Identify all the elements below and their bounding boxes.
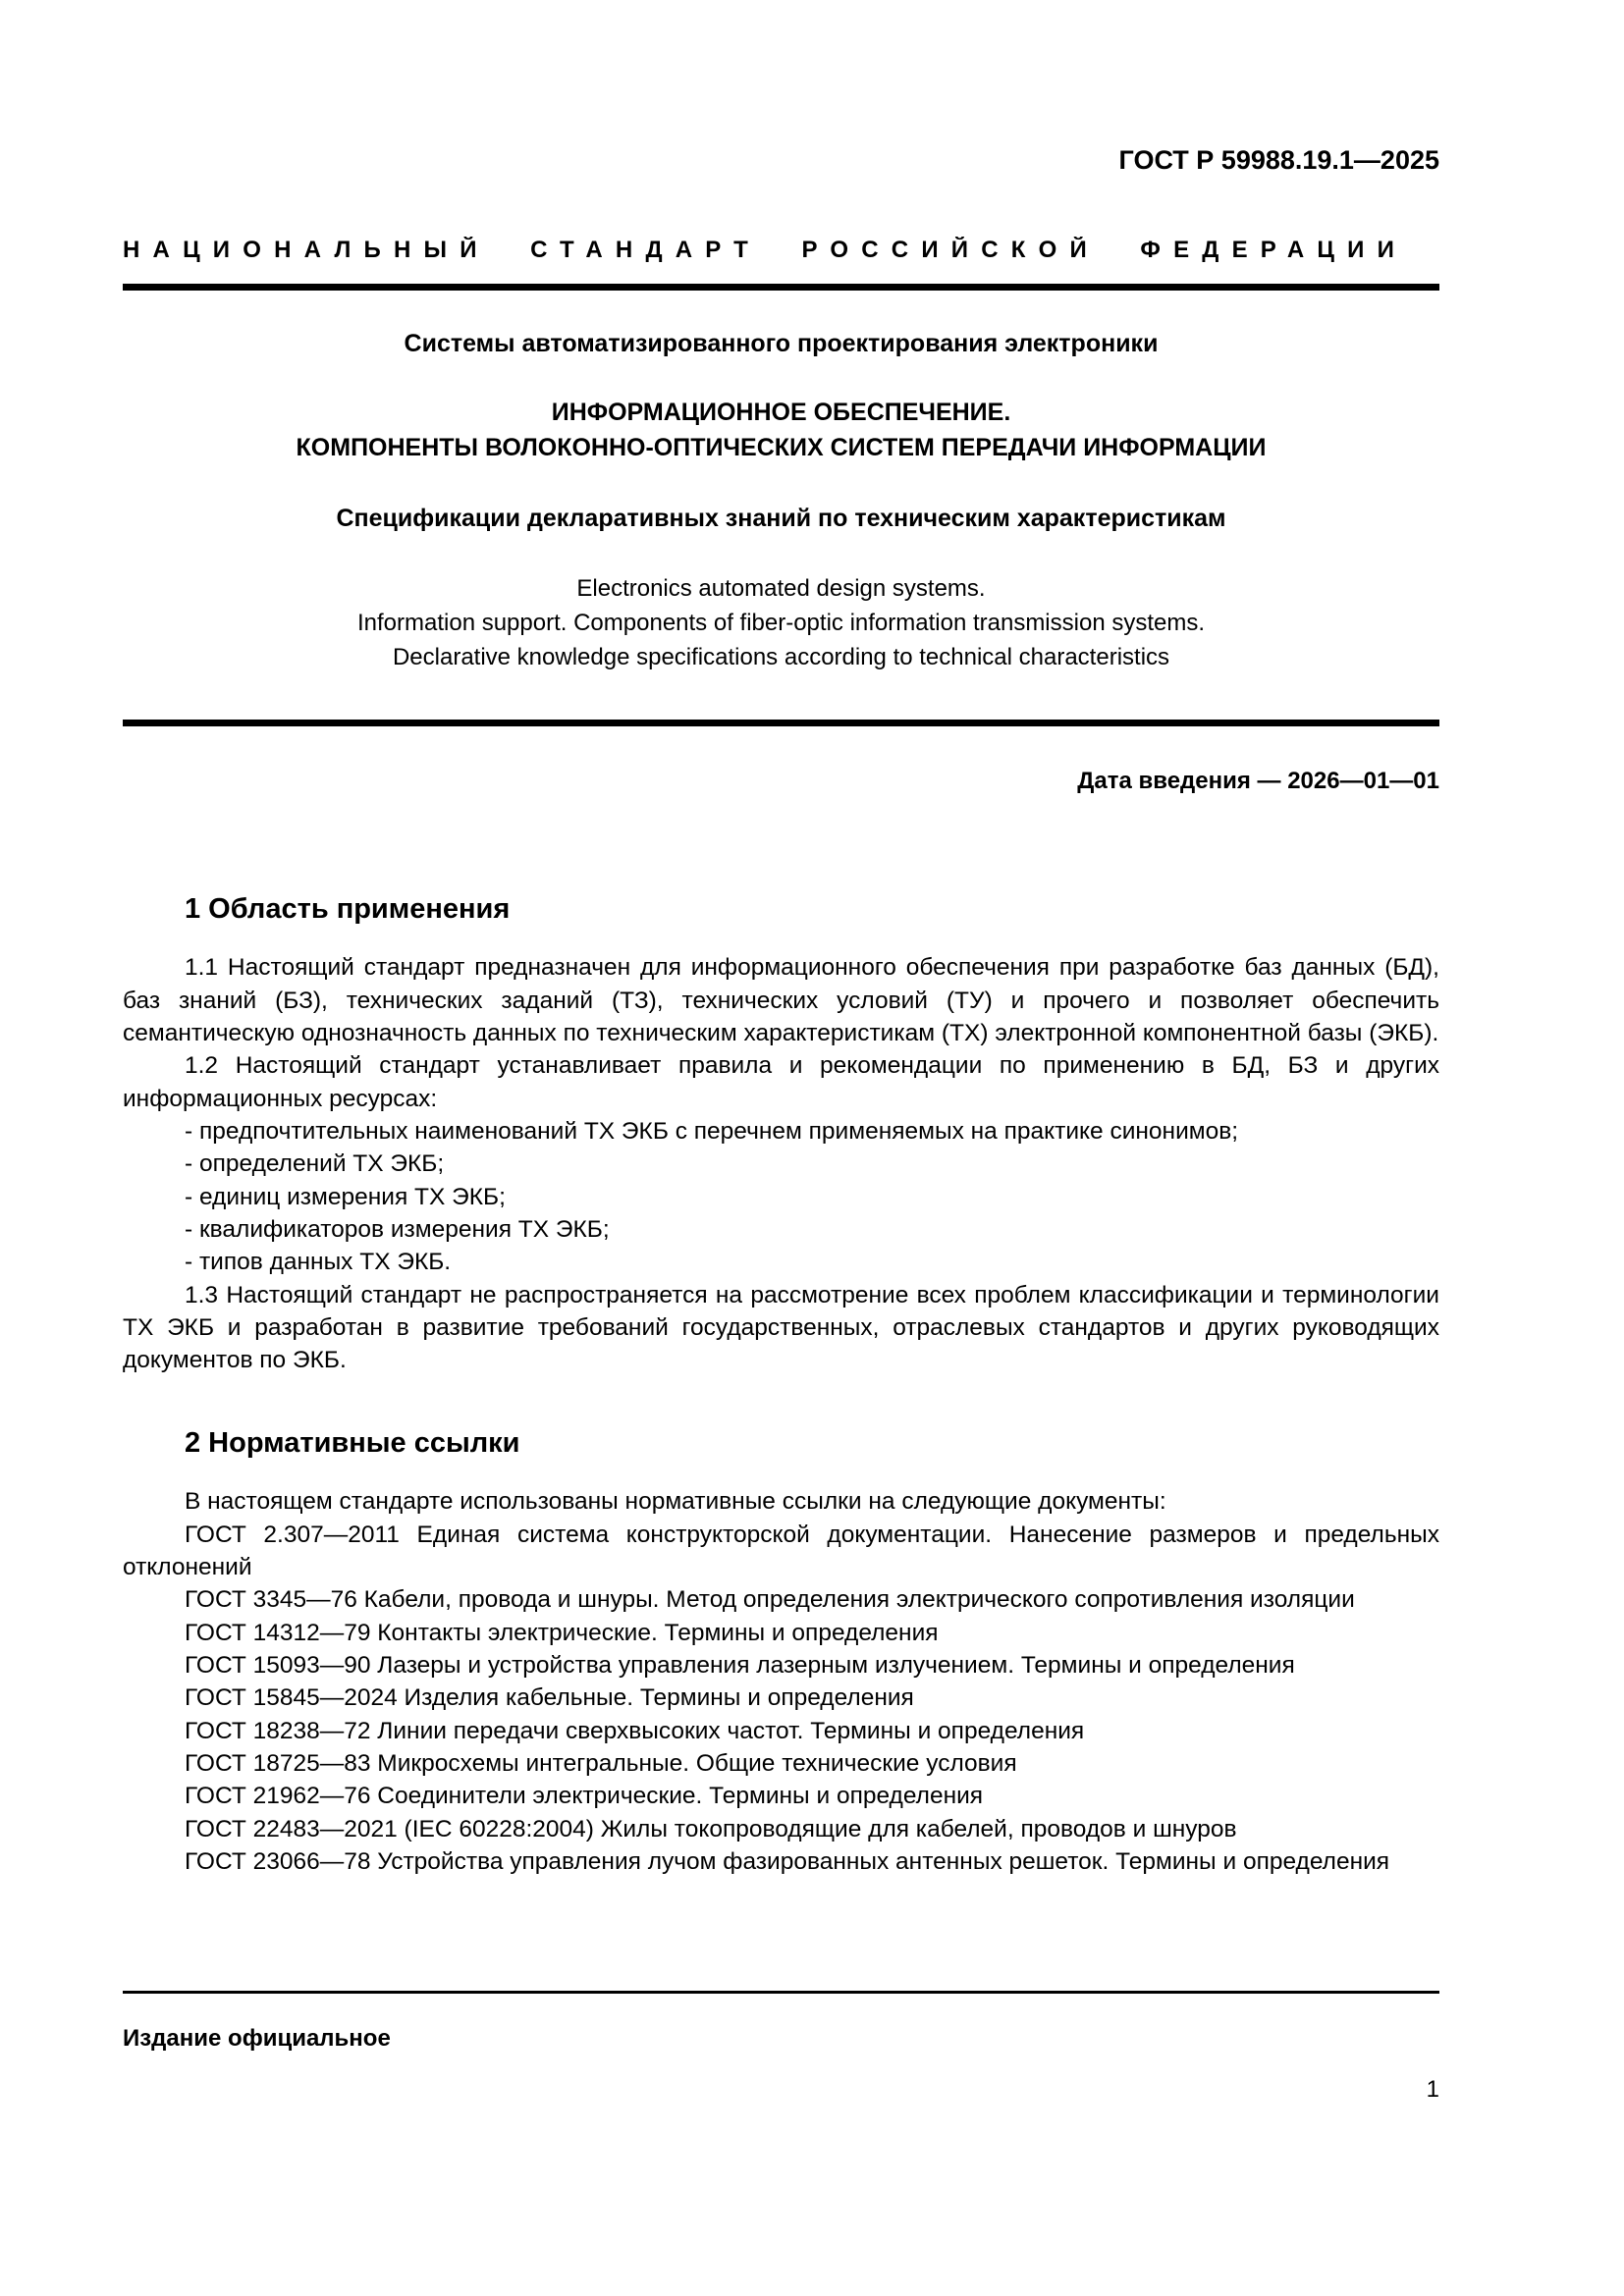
footer-rule — [123, 1991, 1439, 1994]
effective-date: Дата введения — 2026—01—01 — [1077, 768, 1439, 795]
list-item: - определений ТХ ЭКБ; — [185, 1150, 445, 1178]
references-intro: В настоящем стандарте использованы нормативные ссылки на следующие документы: — [185, 1488, 1166, 1516]
reference-item: ГОСТ 3345—76 Кабели, провода и шнуры. Метод определения электрического сопротивления изоляции — [185, 1586, 1355, 1614]
list-item: - предпочтительных наименований ТХ ЭКБ с перечнем применяемых на практике синонимов; — [185, 1117, 1239, 1145]
section-1-heading: 1 Область применения — [185, 893, 511, 926]
page-number: 1 — [1426, 2076, 1439, 2103]
reference-item: ГОСТ 14312—79 Контакты электрические. Термины и определения — [185, 1619, 939, 1646]
reference-item: ГОСТ 22483—2021 (IEC 60228:2004) Жилы токопроводящие для кабелей, проводов и шнуров — [185, 1815, 1237, 1842]
edition-note: Издание официальное — [123, 2025, 391, 2052]
reference-item: ГОСТ 2.307—2011 Единая система конструкторской документации. Нанесение размеров и предельных отклонений — [123, 1521, 1439, 1581]
reference-item: ГОСТ 15093—90 Лазеры и устройства управления лазерным излучением. Термины и определения — [185, 1652, 1295, 1680]
title-english-line1: Electronics automated design systems. — [576, 575, 986, 602]
reference-item: ГОСТ 18725—83 Микросхемы интегральные. Общие технические условия — [185, 1749, 1017, 1777]
title-english-line3: Declarative knowledge specifications according to technical characteristics — [392, 643, 1170, 670]
section-2-heading: 2 Нормативные ссылки — [185, 1427, 520, 1460]
paragraph-1-2: 1.2 Настоящий стандарт устанавливает правила и рекомендации по применению в БД, БЗ и других информационных ресурсах: — [123, 1052, 1439, 1112]
list-item: - единиц измерения ТХ ЭКБ; — [185, 1183, 506, 1210]
title-main-line2: КОМПОНЕНТЫ ВОЛОКОННО-ОПТИЧЕСКИХ СИСТЕМ ПЕРЕДАЧИ ИНФОРМАЦИИ — [296, 433, 1267, 461]
title-block — [123, 330, 1439, 674]
header-rule-top — [123, 284, 1439, 291]
title-english — [123, 572, 1439, 674]
national-standard-header: НАЦИОНАЛЬНЫЙ СТАНДАРТ РОССИЙСКОЙ ФЕДЕРАЦИИ — [123, 237, 1408, 263]
title-subtitle: Спецификации декларативных знаний по техническим характеристикам — [336, 505, 1226, 532]
paragraph-1-3: 1.3 Настоящий стандарт не распространяется на рассмотрение всех проблем классификации и терминологии ТХ ЭКБ и разработан в развитие требований государственных, отраслевых стандартов и других руководящих документов по ЭКБ. — [123, 1281, 1439, 1374]
reference-item: ГОСТ 15845—2024 Изделия кабельные. Термины и определения — [185, 1684, 914, 1712]
reference-item: ГОСТ 21962—76 Соединители электрические. Термины и определения — [185, 1783, 984, 1810]
title-main-line1: ИНФОРМАЦИОННОЕ ОБЕСПЕЧЕНИЕ. — [551, 399, 1011, 426]
title-group: Системы автоматизированного проектирования электроники — [404, 330, 1159, 357]
title-english-line2: Information support. Components of fiber-optic information transmission systems. — [356, 609, 1206, 636]
list-item: - типов данных ТХ ЭКБ. — [185, 1249, 452, 1276]
doc-number: ГОСТ Р 59988.19.1—2025 — [1118, 145, 1439, 175]
header-rule-bottom — [123, 720, 1439, 726]
list-item: - квалификаторов измерения ТХ ЭКБ; — [185, 1215, 610, 1243]
page-footer — [123, 1991, 1439, 2104]
title-main — [123, 396, 1439, 465]
paragraph-1-1: 1.1 Настоящий стандарт предназначен для информационного обеспечения при разработке баз данных (БД), баз знаний (БЗ), технических заданий (ТЗ), технических условий (ТУ) и прочего и позволяет обеспечить семантическую однозначность данных по техническим характеристикам (ТХ) электронной компонентной базы (ЭКБ). — [123, 954, 1439, 1047]
reference-item: ГОСТ 18238—72 Линии передачи сверхвысоких частот. Термины и определения — [185, 1717, 1085, 1744]
reference-item: ГОСТ 23066—78 Устройства управления лучом фазированных антенных решеток. Термины и определения — [185, 1847, 1390, 1875]
